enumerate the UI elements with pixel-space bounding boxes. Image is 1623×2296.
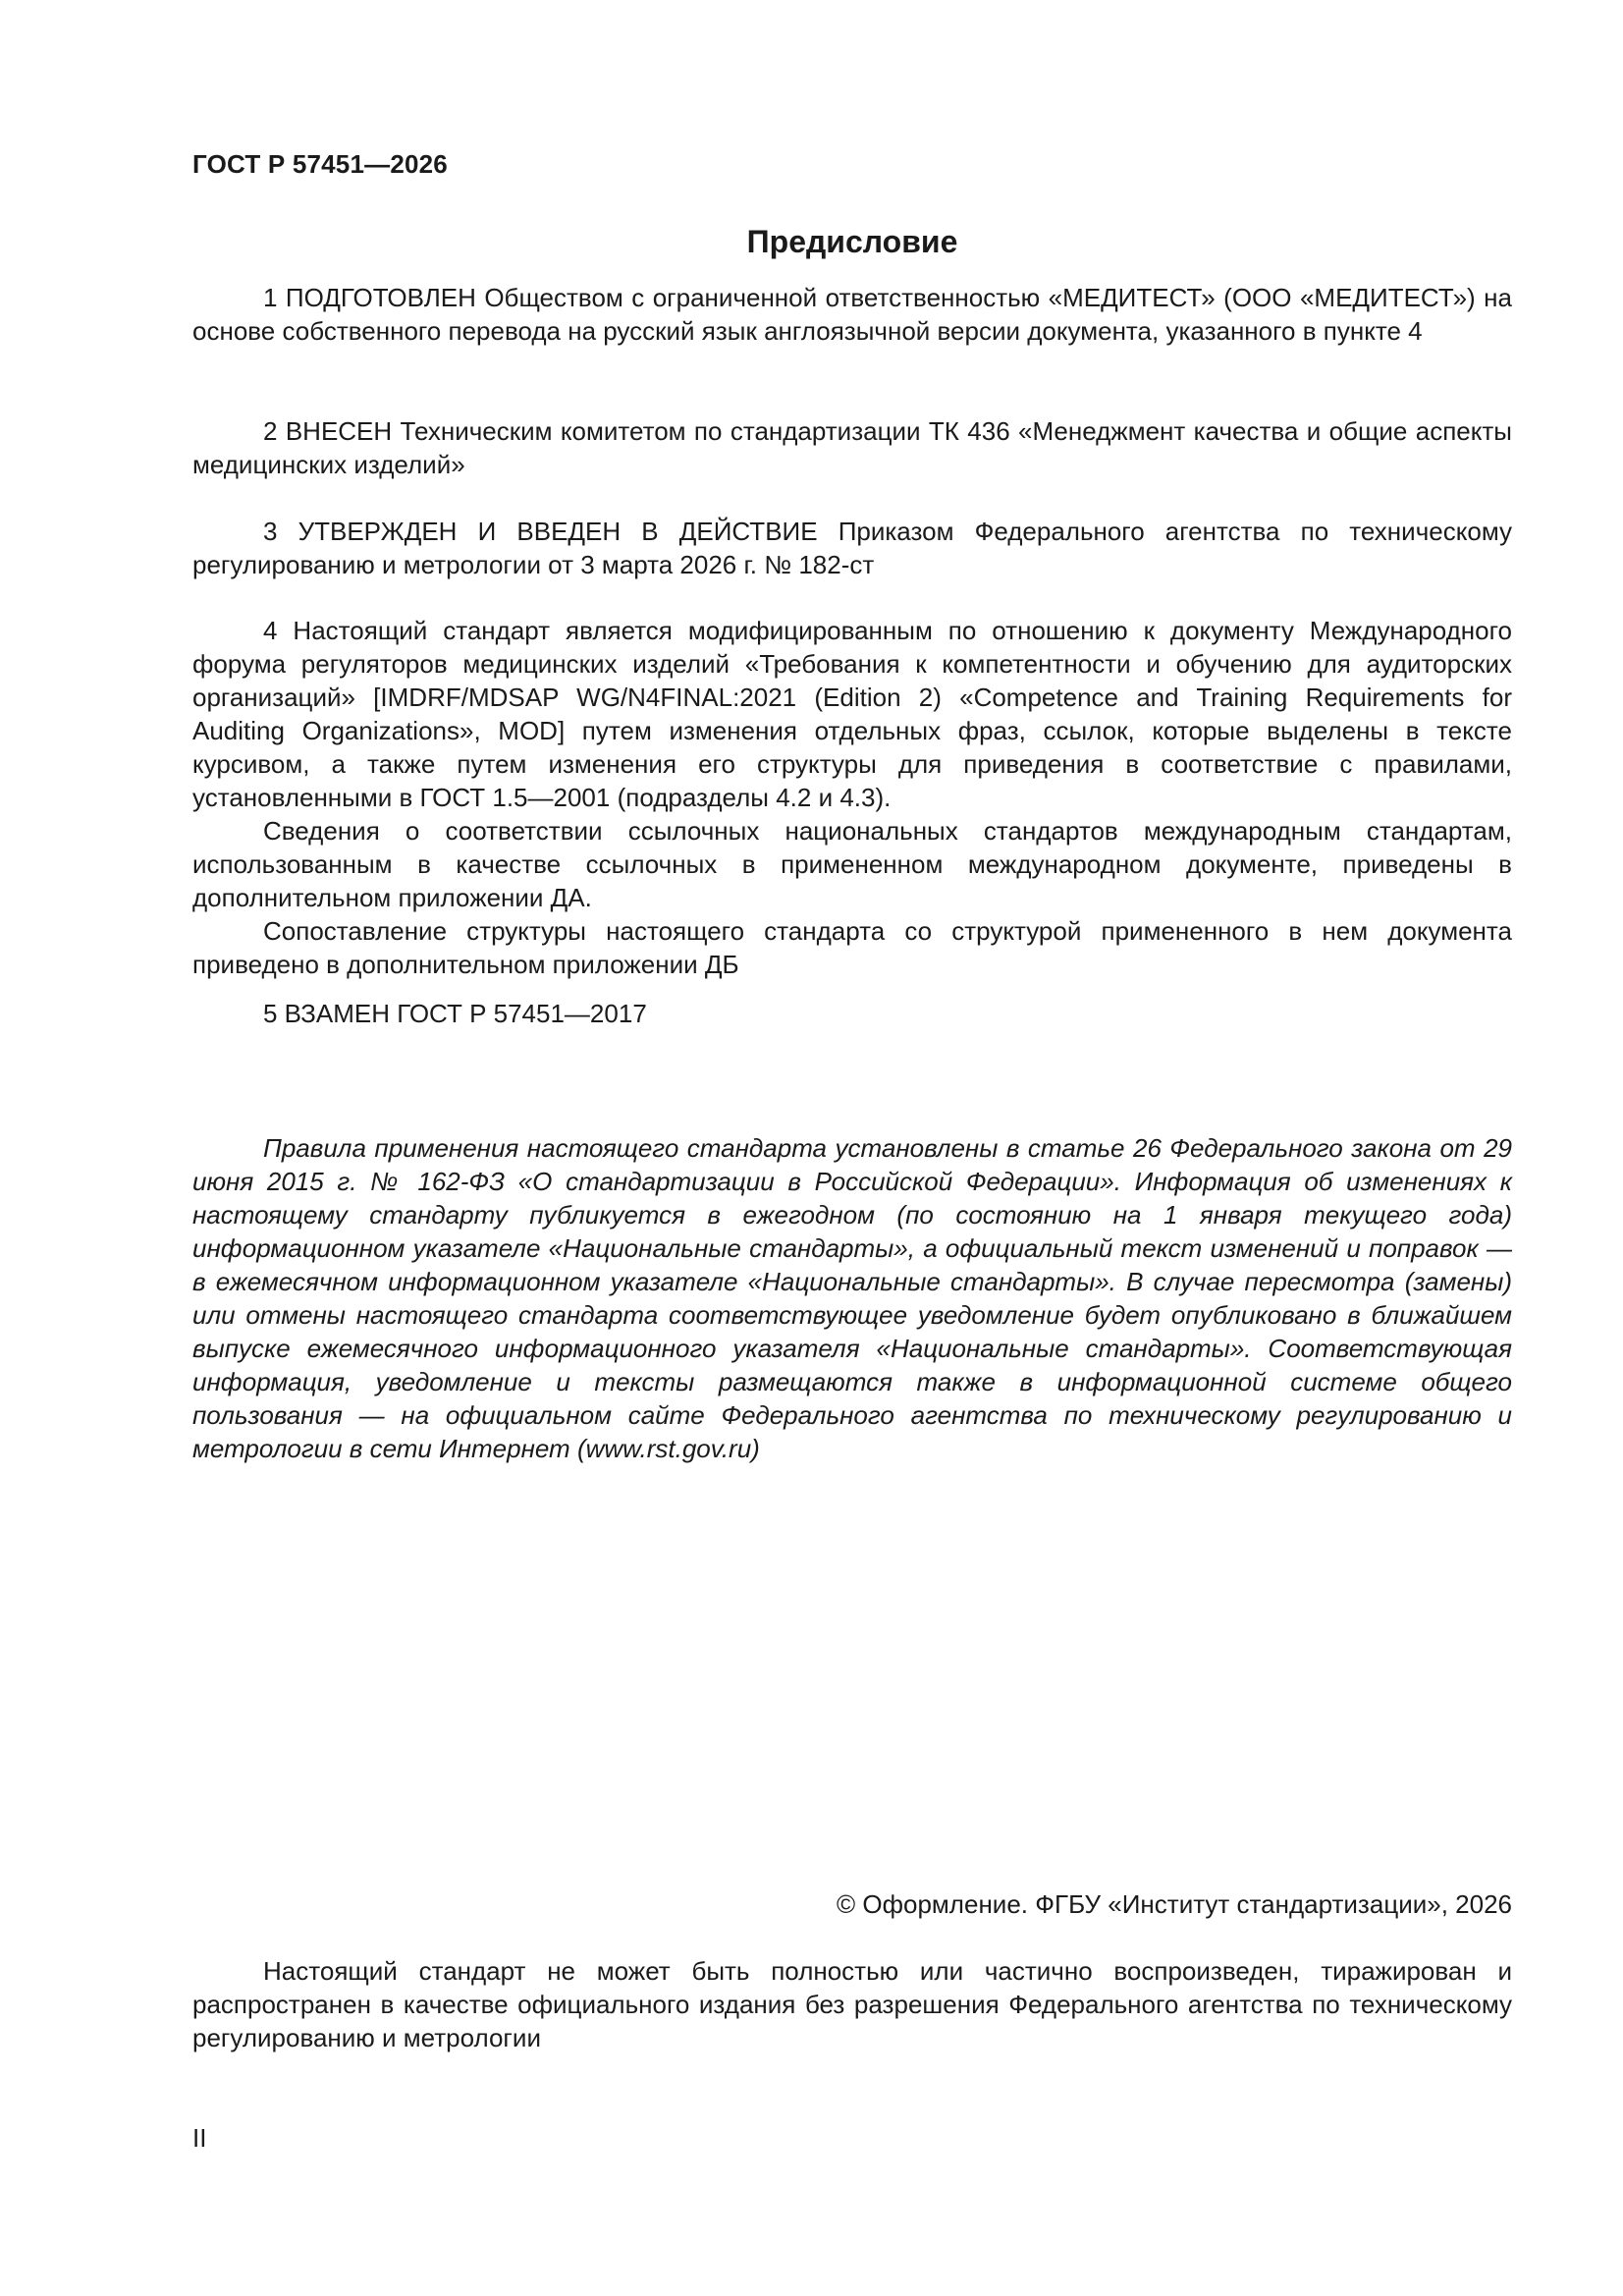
application-rules-notice bbox=[192, 1131, 1512, 1465]
preface-item-4-references-text: Сведения о соответствии ссылочных национальных стандартов международным стандартам, использованным в качестве ссылочных в примененном международном документе, приведены в дополнительном приложении ДА. bbox=[192, 816, 1512, 912]
preface-item-4-structure-text: Сопоставление структуры настоящего стандарта со структурой примененного в нем документа приведено в дополнительном приложении ДБ bbox=[192, 916, 1512, 979]
preface-item-4 bbox=[192, 614, 1512, 981]
preface-item-3 bbox=[192, 515, 1512, 581]
preface-item-2 bbox=[192, 414, 1512, 481]
preface-item-4-text: 4 Настоящий стандарт является модифицированным по отношению к документу Международного форума регуляторов медицинских изделий «Требования к компетентности и обучению для аудиторских организаций» [IMDRF/MDSAP WG/N4FINAL:2021 (Edition 2) «Competence and Training Requirements for Auditing Organizations», MOD] путем изменения отдельных фраз, ссылок, которые выделены в тексте курсивом, а также путем изменения его структуры для приведения в соответствие с правилами, установленными в ГОСТ 1.5—2001 (подразделы 4.2 и 4.3). bbox=[192, 616, 1512, 812]
preface-item-1-text: 1 ПОДГОТОВЛЕН Обществом с ограниченной ответственностью «МЕДИТЕСТ» (ООО «МЕДИТЕСТ») на основе собственного перевода на русский язык англоязычной версии документа, указанного в пункте 4 bbox=[192, 283, 1512, 346]
preface-item-5-text: 5 ВЗАМЕН ГОСТ Р 57451—2017 bbox=[263, 999, 647, 1028]
document-code: ГОСТ Р 57451—2026 bbox=[192, 149, 448, 179]
preface-title: Предисловие bbox=[746, 224, 958, 259]
preface-item-5 bbox=[192, 997, 1512, 1030]
reproduction-notice-text: Настоящий стандарт не может быть полностью или частично воспроизведен, тиражирован и распространен в качестве официального издания без разрешения Федерального агентства по техническому регулированию и метрологии bbox=[192, 1956, 1512, 2052]
application-rules-notice-text: Правила применения настоящего стандарта установлены в статье 26 Федерального закона от 29 июня 2015 г. № 162-ФЗ «О стандартизации в Российской Федерации». Информация об изменениях к настоящему стандарту публикуется в ежегодном (по состоянию на 1 января текущего года) информационном указателе «Национальные стандарты», а официальный текст изменений и поправок — в ежемесячном информационном указателе «Национальные стандарты». В случае пересмотра (замены) или отмены настоящего стандарта соответствующее уведомление будет опубликовано в ближайшем выпуске ежемесячного информационного указателя «Национальные стандарты». Соответствующая информация, уведомление и тексты размещаются также в информационной системе общего пользования — на официальном сайте Федерального агентства по техническому регулированию и метрологии в сети Интернет (www.rst.gov.ru) bbox=[192, 1133, 1512, 1463]
preface-item-1 bbox=[192, 281, 1512, 348]
reproduction-notice bbox=[192, 1954, 1512, 2054]
page-number: II bbox=[192, 2123, 207, 2153]
preface-item-3-text: 3 УТВЕРЖДЕН И ВВЕДЕН В ДЕЙСТВИЕ Приказом Федерального агентства по техническому регулированию и метрологии от 3 марта 2026 г. № 182-ст bbox=[192, 517, 1512, 579]
copyright-line: © Оформление. ФГБУ «Институт стандартизации», 2026 bbox=[837, 1889, 1512, 1919]
preface-item-2-text: 2 ВНЕСЕН Техническим комитетом по стандартизации ТК 436 «Менеджмент качества и общие аспекты медицинских изделий» bbox=[192, 416, 1512, 479]
